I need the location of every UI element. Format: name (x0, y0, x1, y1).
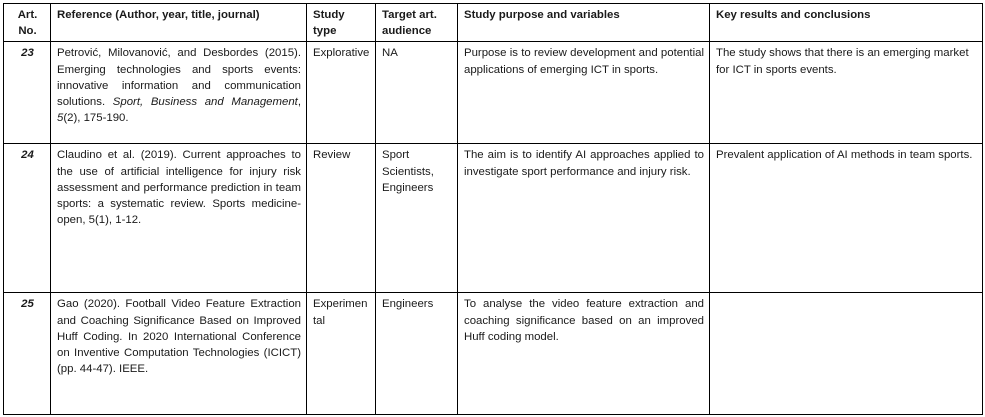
header-row (4, 4, 983, 42)
study-type-cell: Review (307, 144, 376, 293)
literature-review-table (3, 3, 983, 415)
study-type-cell: Explorative (307, 42, 376, 144)
reference-cell (51, 42, 307, 144)
reference-pages: (2), 175-190. (63, 112, 129, 125)
results-cell (710, 293, 983, 415)
art-no-cell: 24 (4, 144, 51, 293)
reference-volume: 5 (57, 112, 64, 125)
header-results: Key results and conclusions (710, 4, 983, 42)
target-audience-cell: Sport Scientists, Engineers (376, 144, 458, 293)
table-row (4, 42, 983, 144)
reference-journal: Sport, Business and Management (112, 96, 298, 109)
header-reference: Reference (Author, year, title, journal) (51, 4, 307, 42)
header-purpose: Study purpose and variables (458, 4, 710, 42)
results-cell: Prevalent application of AI methods in team sports. (710, 144, 983, 293)
reference-cell: Claudino et al. (2019). Current approaches to the use of artificial intelligence for injury risk assessment and performance prediction in team sports: a systematic review. Sports medicine-open, 5(1), 1-12. (51, 144, 307, 293)
purpose-cell: Purpose is to review development and potential applications of emerging ICT in sports. (458, 42, 710, 144)
study-type-cell: Experimental (307, 293, 376, 415)
art-no-cell: 25 (4, 293, 51, 415)
art-no-cell: 23 (4, 42, 51, 144)
purpose-cell: To analyse the video feature extraction and coaching significance based on an improved Huff coding model. (458, 293, 710, 415)
target-audience-cell: Engineers (376, 293, 458, 415)
header-target-audience: Target art. audience (376, 4, 458, 42)
header-art-no: Art. No. (4, 4, 51, 42)
header-study-type: Study type (307, 4, 376, 42)
target-audience-cell: NA (376, 42, 458, 144)
reference-comma: , (297, 96, 301, 109)
table-row (4, 144, 983, 293)
table-row (4, 293, 983, 415)
purpose-cell: The aim is to identify AI approaches applied to investigate sport performance and injury risk. (458, 144, 710, 293)
reference-text: Petrović, Milovanović, and Desbordes (2015). Emerging technologies and sports events: innovative information and communication solutions. (57, 47, 301, 109)
reference-cell: Gao (2020). Football Video Feature Extraction and Coaching Significance Based on Improved Huff Coding. In 2020 International Conference on Inventive Computation Technologies (ICICT) (pp. 44-47). IEEE. (51, 293, 307, 415)
results-cell: The study shows that there is an emerging market for ICT in sports events. (710, 42, 983, 144)
